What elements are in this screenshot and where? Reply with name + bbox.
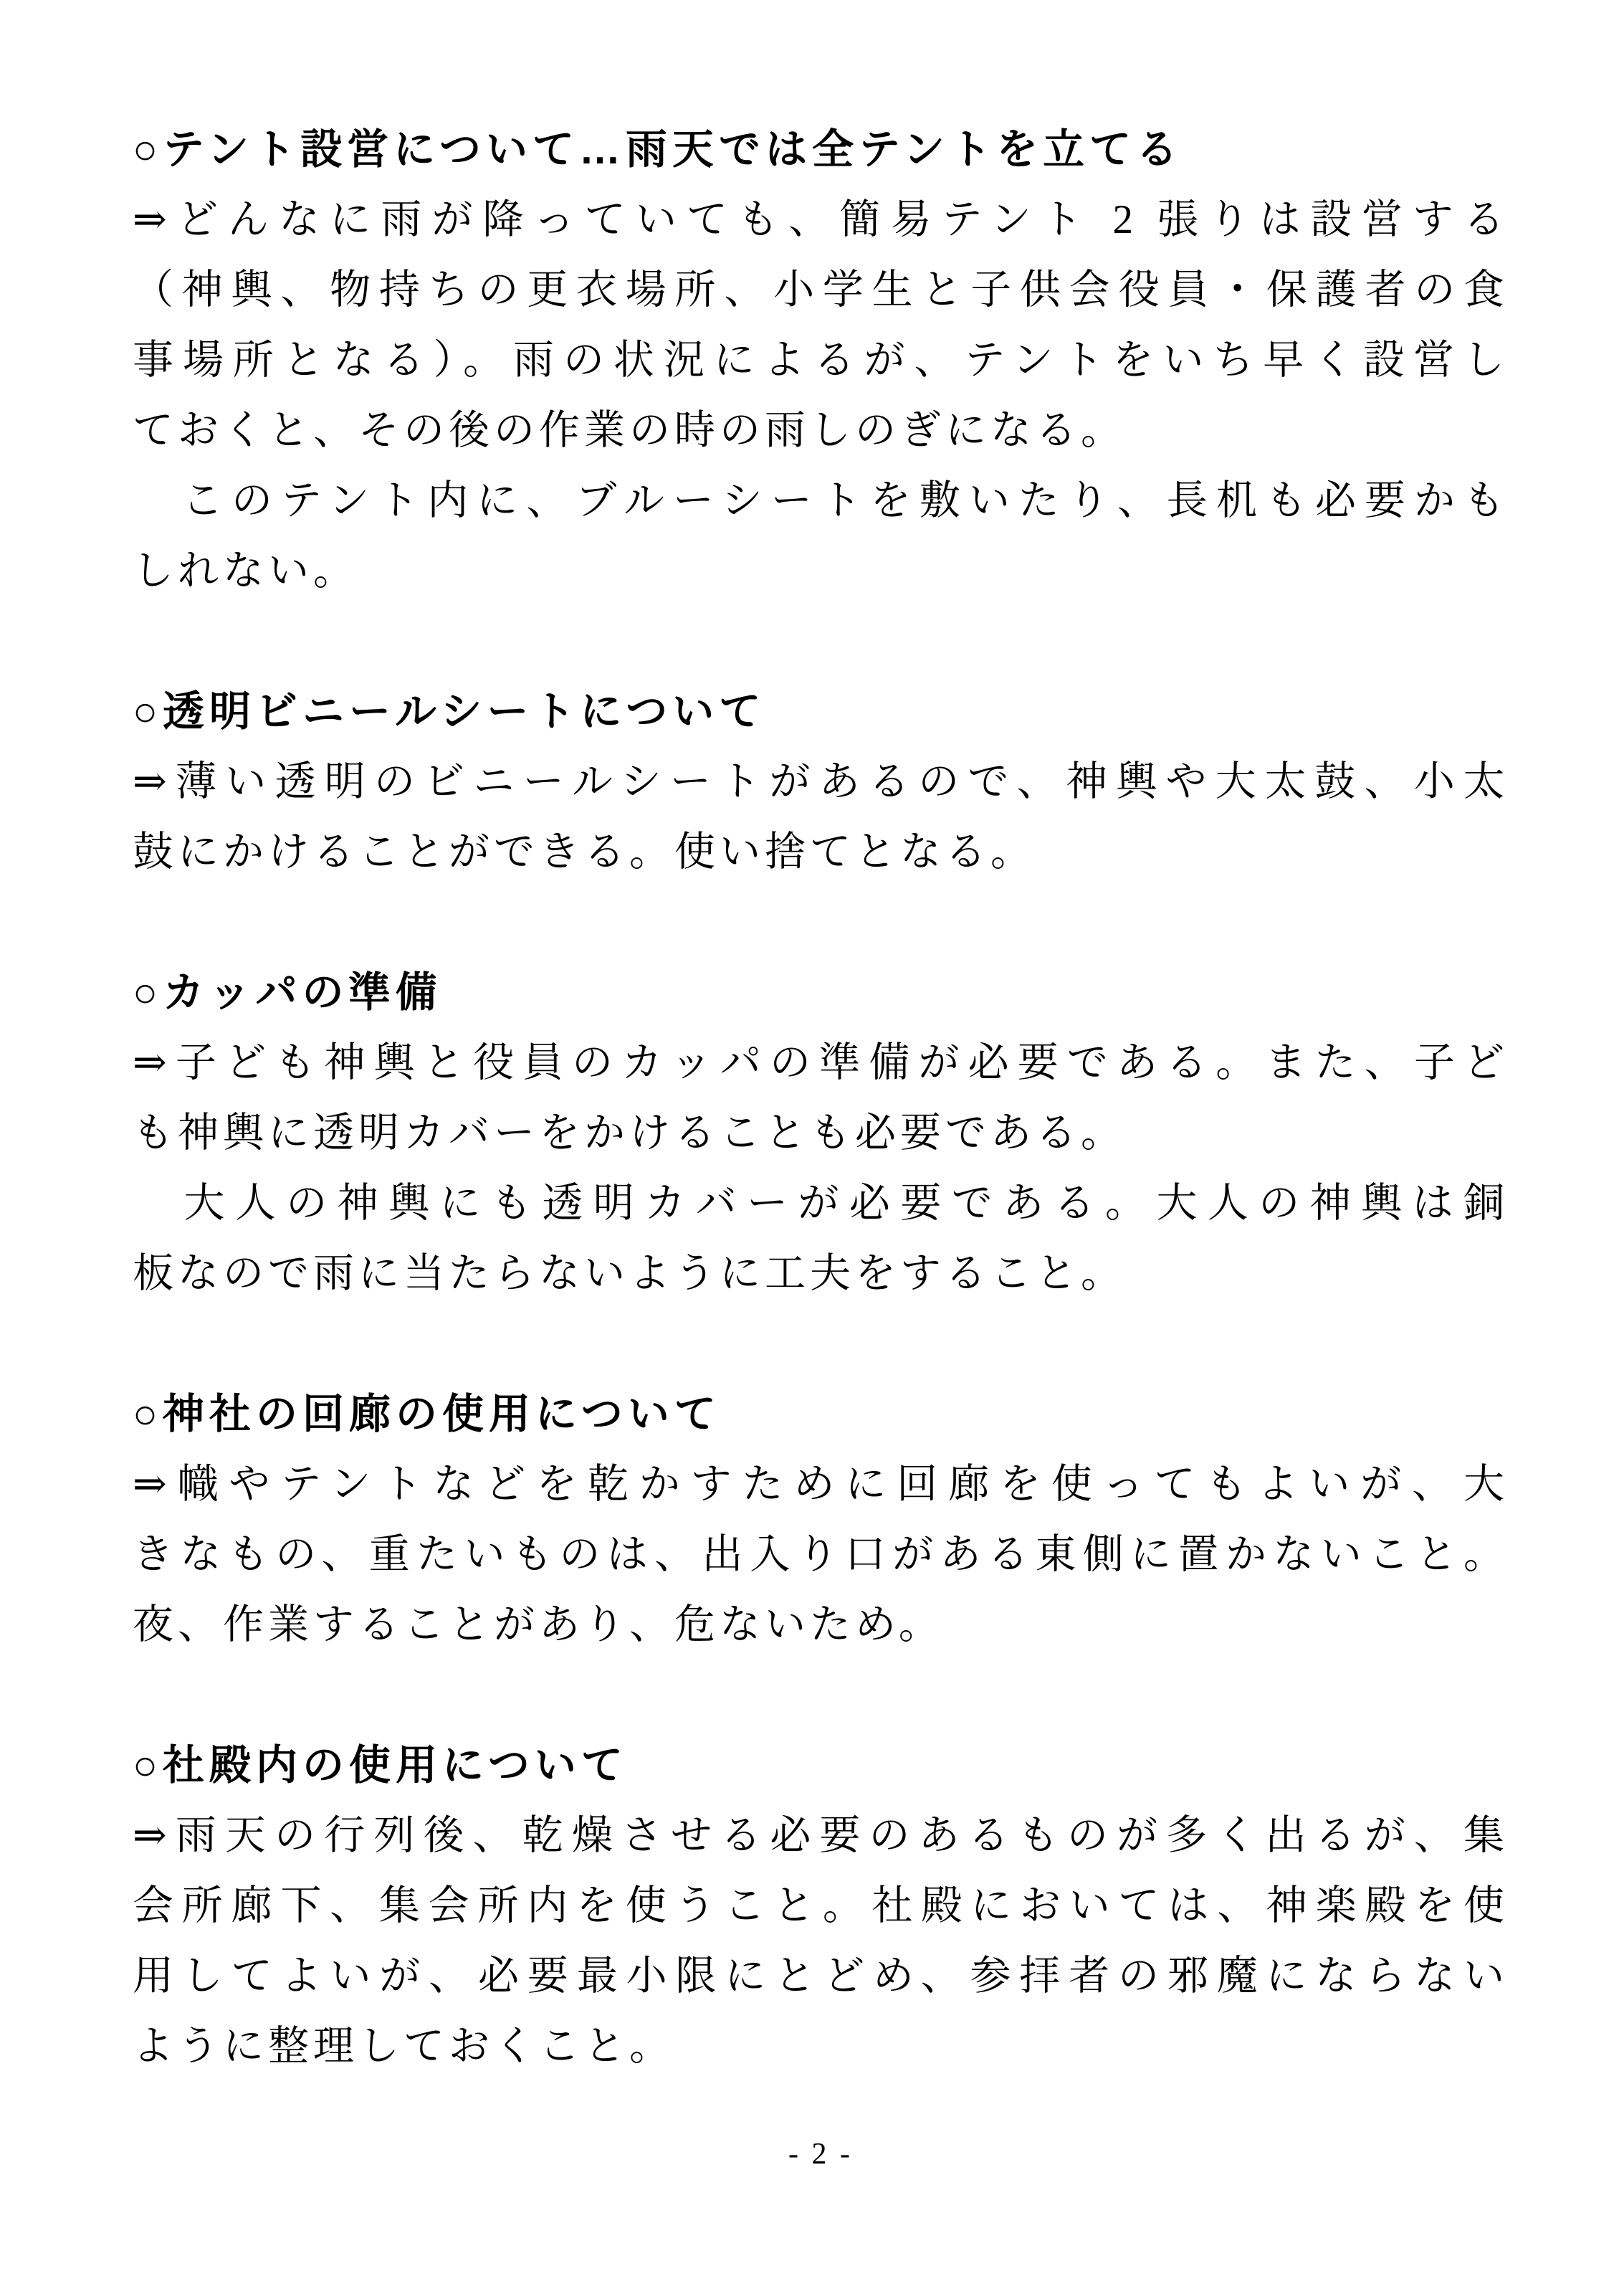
text-line: 会所廊下、集会所内を使うこと。社殿においては、神楽殿を使: [133, 1883, 1509, 1928]
text-line: ⇒薄い透明のビニールシートがあるので、神輿や大太鼓、小太: [133, 759, 1509, 804]
section-heading: ○透明ビニールシートについて: [133, 688, 766, 735]
section-raincoat: [133, 958, 1509, 1309]
text-line: このテント内に、ブルーシートを敷いたり、長机も必要かも: [133, 478, 1509, 523]
document-content: [133, 115, 1509, 2189]
page-number: - 2 -: [788, 2138, 853, 2171]
text-line: （神輿、物持ちの更衣場所、小学生と子供会役員・保護者の食: [133, 267, 1509, 313]
text-line: ておくと、その後の作業の時の雨しのぎになる。: [133, 408, 1126, 453]
section-heading: ○社殿内の使用について: [133, 1742, 628, 1789]
section-tent-setup: [133, 115, 1509, 606]
section-corridor-use: [133, 1379, 1509, 1660]
text-line: 事場所となる）。雨の状況によるが、テントをいち早く設営し: [133, 338, 1509, 383]
text-line: ように整理しておくこと。: [133, 2024, 674, 2069]
section-vinyl-sheet: [133, 677, 1509, 887]
section-shrine-hall-use: [133, 1731, 1509, 2082]
text-line: 用してよいが、必要最小限にとどめ、参拝者の邪魔にならない: [133, 1953, 1509, 1999]
text-line: ⇒子ども神輿と役員のカッパの準備が必要である。また、子ど: [133, 1040, 1509, 1085]
text-line: ⇒雨天の行列後、乾燥させる必要のあるものが多く出るが、集: [133, 1813, 1509, 1858]
text-line: きなもの、重たいものは、出入り口がある東側に置かないこと。: [133, 1532, 1509, 1577]
text-line: も神輿に透明カバーをかけることも必要である。: [133, 1110, 1126, 1156]
section-heading: ○カッパの準備: [133, 969, 442, 1016]
text-line: ⇒幟やテントなどを乾かすために回廊を使ってもよいが、大: [133, 1462, 1509, 1507]
text-line: 夜、作業することがあり、危ないため。: [133, 1602, 944, 1647]
text-line: ⇒どんなに雨が降っていても、簡易テント 2 張りは設営する: [133, 197, 1509, 242]
section-heading: ○神社の回廊の使用について: [133, 1391, 721, 1437]
section-heading: ○テント設営について…雨天では全テントを立てる: [133, 126, 1183, 173]
text-line: 大人の神輿にも透明カバーが必要である。大人の神輿は銅: [133, 1181, 1509, 1226]
text-line: しれない。: [133, 548, 358, 594]
text-line: 鼓にかけることができる。使い捨てとなる。: [133, 829, 1036, 875]
text-line: 板なので雨に当たらないように工夫をすること。: [133, 1251, 1126, 1296]
